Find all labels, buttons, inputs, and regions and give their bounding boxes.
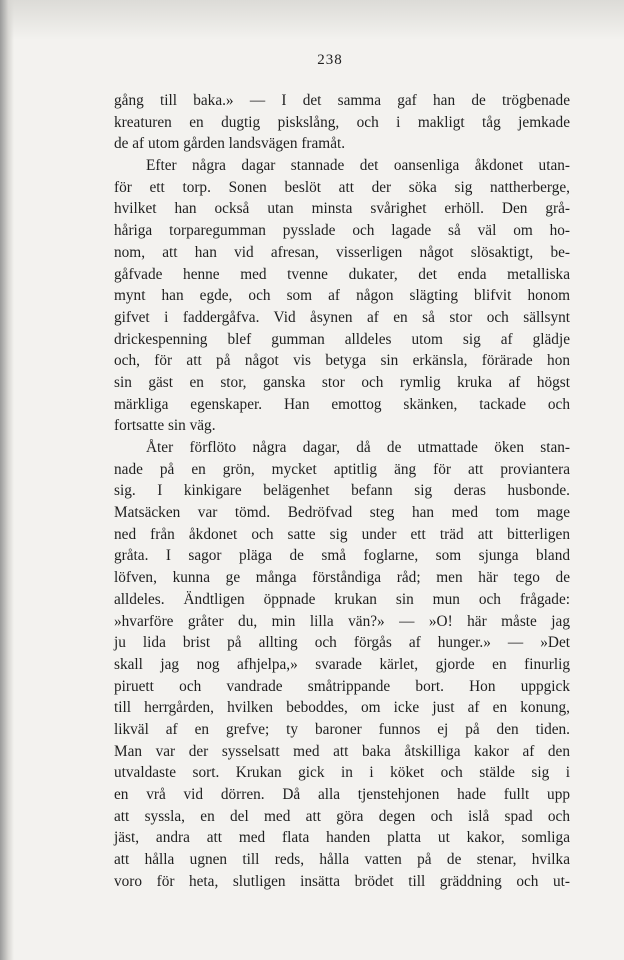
text-line: voro för heta, slutligen insätta brödet till gräddning och ut- bbox=[114, 872, 570, 890]
text-line: nade på en grön, mycket aptitlig äng för att proviantera bbox=[114, 460, 570, 478]
text-line: piruett och vandrade småtrippande bort. Hon uppgick bbox=[114, 677, 570, 695]
text-line: kreaturen en dugtig piskslång, och i makligt tåg jemkade bbox=[114, 113, 570, 131]
text-line: och, för att på något vis betyga sin erkänsla, förärade hon bbox=[114, 352, 570, 370]
text-line: Efter några dagar stannade det oansenliga åkdonet utan- bbox=[146, 157, 570, 175]
text-line: ned från åkdonet och satte sig under ett träd att bitterligen bbox=[114, 525, 570, 543]
text-line: skall jag nog afhjelpa,» svarade kärlet, gjorde en finurlig bbox=[114, 655, 570, 673]
page-gutter-shadow bbox=[0, 0, 14, 960]
text-line: gång till baka.» — I det samma gaf han de trögbenade bbox=[114, 92, 570, 109]
text-line: löfven, kunna ge många förståndiga råd; men här tego de bbox=[114, 569, 570, 587]
page-number: 238 bbox=[317, 52, 343, 68]
text-line: håriga torparegumman pysslade och lagade så väl om ho- bbox=[114, 222, 570, 240]
text-line: sig. I kinkigare belägenhet befann sig deras husbonde. bbox=[114, 482, 570, 500]
text-line: gråta. I sagor pläga de små foglarne, som sjunga bland bbox=[114, 547, 570, 565]
text-line: Åter förflöto några dagar, då de utmattade öken stan- bbox=[146, 439, 570, 456]
text-line: »hvarföre gråter du, min lilla vän?» — »O! här måste jag bbox=[114, 612, 570, 630]
text-line: nom, att han vid afresan, visserligen något slösaktigt, be- bbox=[114, 243, 570, 261]
text-line: för ett torp. Sonen beslöt att der söka sig nattherberge, bbox=[114, 178, 570, 196]
text-line: en vrå vid dörren. Då alla tjenstehjonen hade fullt upp bbox=[114, 786, 570, 803]
text-line: till herrgården, hvilken beboddes, om icke just af en konung, bbox=[114, 699, 570, 717]
text-line: drickespenning blef gumman alldeles utom sig af glädje bbox=[114, 330, 570, 348]
text-line: gifvet i faddergåfva. Vid åsynen af en så stor och sällsynt bbox=[114, 308, 570, 326]
page-edge-shading bbox=[0, 0, 624, 40]
text-line: fortsatte sin väg. bbox=[114, 417, 216, 435]
text-line: mynt han egde, och som af någon slägting blifvit honom bbox=[114, 287, 570, 305]
text-line: jäst, andra att med flata handen platta ut kakor, somliga bbox=[114, 829, 570, 847]
text-line: ju lida brist på allting och förgås af hunger.» — »Det bbox=[114, 634, 570, 652]
text-line: gåfvade henne med tvenne dukater, det enda metalliska bbox=[114, 265, 570, 283]
text-line: alldeles. Ändtligen öppnade krukan sin mun och frågade: bbox=[114, 590, 570, 608]
text-line: att syssla, en del med att göra degen och islå spad och bbox=[114, 807, 570, 825]
text-line: Matsäcken var tömd. Bedröfvad steg han med tom mage bbox=[114, 504, 570, 522]
text-line: utvaldaste sort. Krukan gick in i köket och stälde sig i bbox=[114, 764, 570, 782]
text-line: Man var der sysselsatt med att baka åtskilliga kakor af den bbox=[114, 742, 570, 760]
text-line: de af utom gården landsvägen framåt. bbox=[114, 135, 346, 153]
text-line: hvilket han också utan minsta svårighet erhöll. Den grå- bbox=[114, 200, 570, 218]
text-line: märkliga egenskaper. Han emottog skänken, tackade och bbox=[114, 395, 570, 413]
text-line: att hålla ugnen till reds, hålla vatten på de stenar, hvilka bbox=[114, 851, 570, 869]
text-line: sin gäst en stor, ganska stor och rymlig kruka af högst bbox=[114, 373, 570, 391]
body-text bbox=[114, 90, 570, 892]
text-line: likväl af en grefve; ty baroner funnos ej på den tiden. bbox=[114, 720, 570, 738]
